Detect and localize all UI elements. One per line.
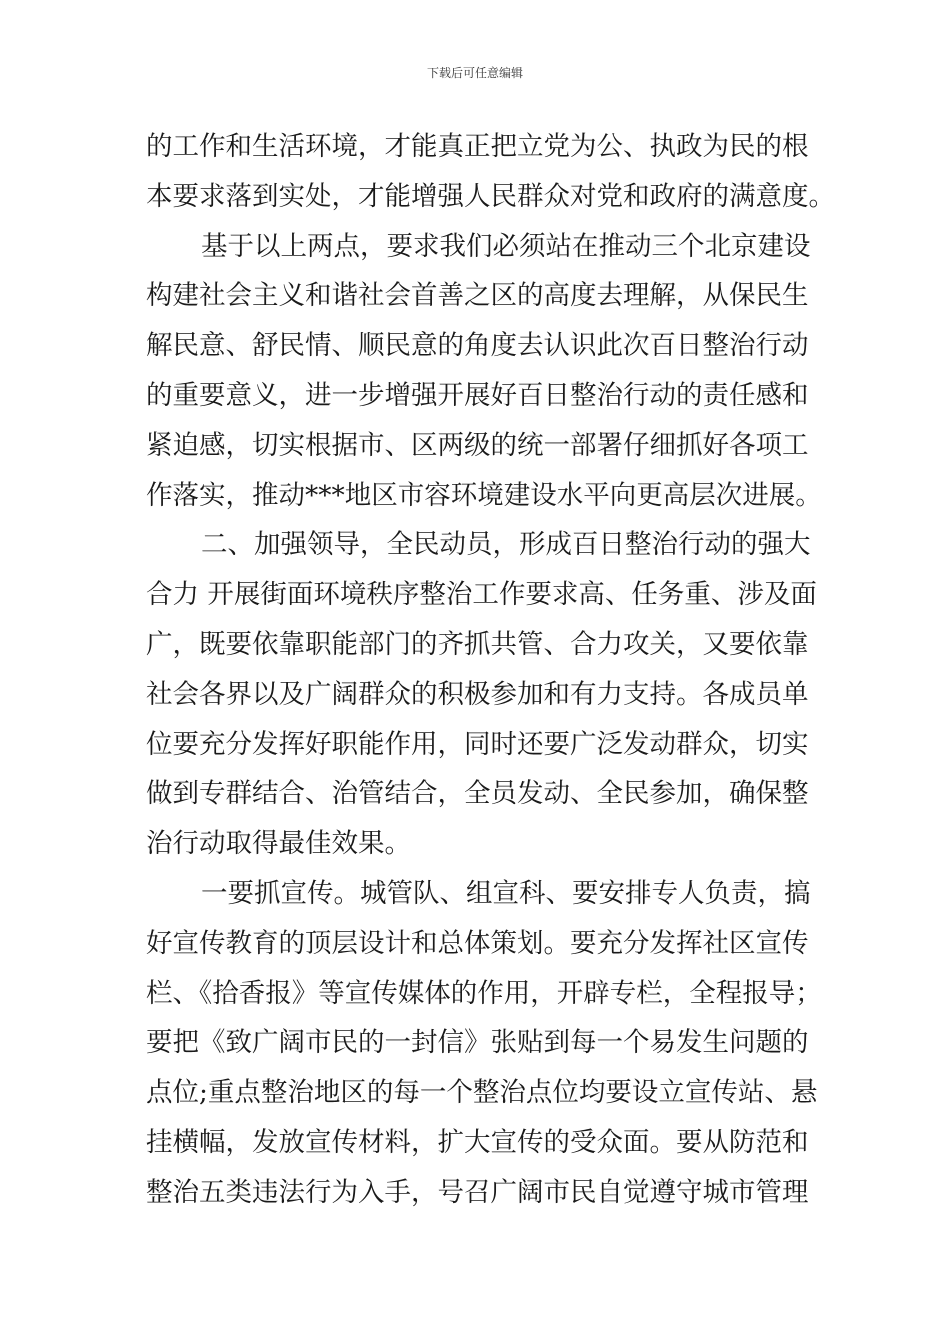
body-line: 广，既要依靠职能部门的齐抓共管、合力攻关，又要依靠 [146,628,809,660]
body-line: 好宣传教育的顶层设计和总体策划。要充分发挥社区宣传 [146,927,809,959]
body-line: 整治五类违法行为入手，号召广阔市民自觉遵守城市管理 [146,1176,809,1208]
body-line: 基于以上两点，要求我们必须站在推动三个北京建设 [201,230,811,262]
body-line: 点位;重点整治地区的每一个整治点位均要设立宣传站、悬 [146,1077,818,1109]
body-line: 做到专群结合、治管结合，全员发动、全民参加，确保整 [146,778,809,810]
body-line: 的工作和生活环境，才能真正把立党为公、执政为民的根 [146,131,809,162]
body-line: 一要抓宣传。城管队、组宣科、要安排专人负责，搞 [201,877,811,909]
body-line: 构建社会主义和谐社会首善之区的高度去理解，从保民生 [146,280,809,312]
body-line: 二、加强领导，全民动员，形成百日整治行动的强大 [201,529,811,561]
body-line: 合力 开展街面环境秩序整治工作要求高、任务重、涉及面 [146,579,817,611]
body-line: 解民意、舒民情、顺民意的角度去认识此次百日整治行动 [146,330,809,362]
body-line: 社会各界以及广阔群众的积极参加和有力支持。各成员单 [146,678,809,710]
page-header: 下载后可任意编辑 [426,66,523,80]
body-line: 栏、《拾香报》等宣传媒体的作用，开辟专栏，全程报导； [146,977,822,1009]
body-line: 位要充分发挥好职能作用，同时还要广泛发动群众，切实 [146,728,809,760]
body-line: 的重要意义，进一步增强开展好百日整治行动的责任感和 [146,379,809,411]
body-line: 挂横幅，发放宣传材料，扩大宣传的受众面。要从防范和 [146,1126,809,1158]
body-line: 治行动取得最佳效果。 [146,828,411,860]
body-line: 本要求落到实处，才能增强人民群众对党和政府的满意度。 [146,180,835,212]
body-line: 紧迫感，切实根据市、区两级的统一部署仔细抓好各项工 [146,429,809,461]
body-line: 要把《致广阔市民的一封信》张贴到每一个易发生问题的 [146,1027,809,1059]
body-line: 作落实，推动***地区市容环境建设水平向更高层次进展。 [146,479,822,511]
document-body [146,122,835,1218]
